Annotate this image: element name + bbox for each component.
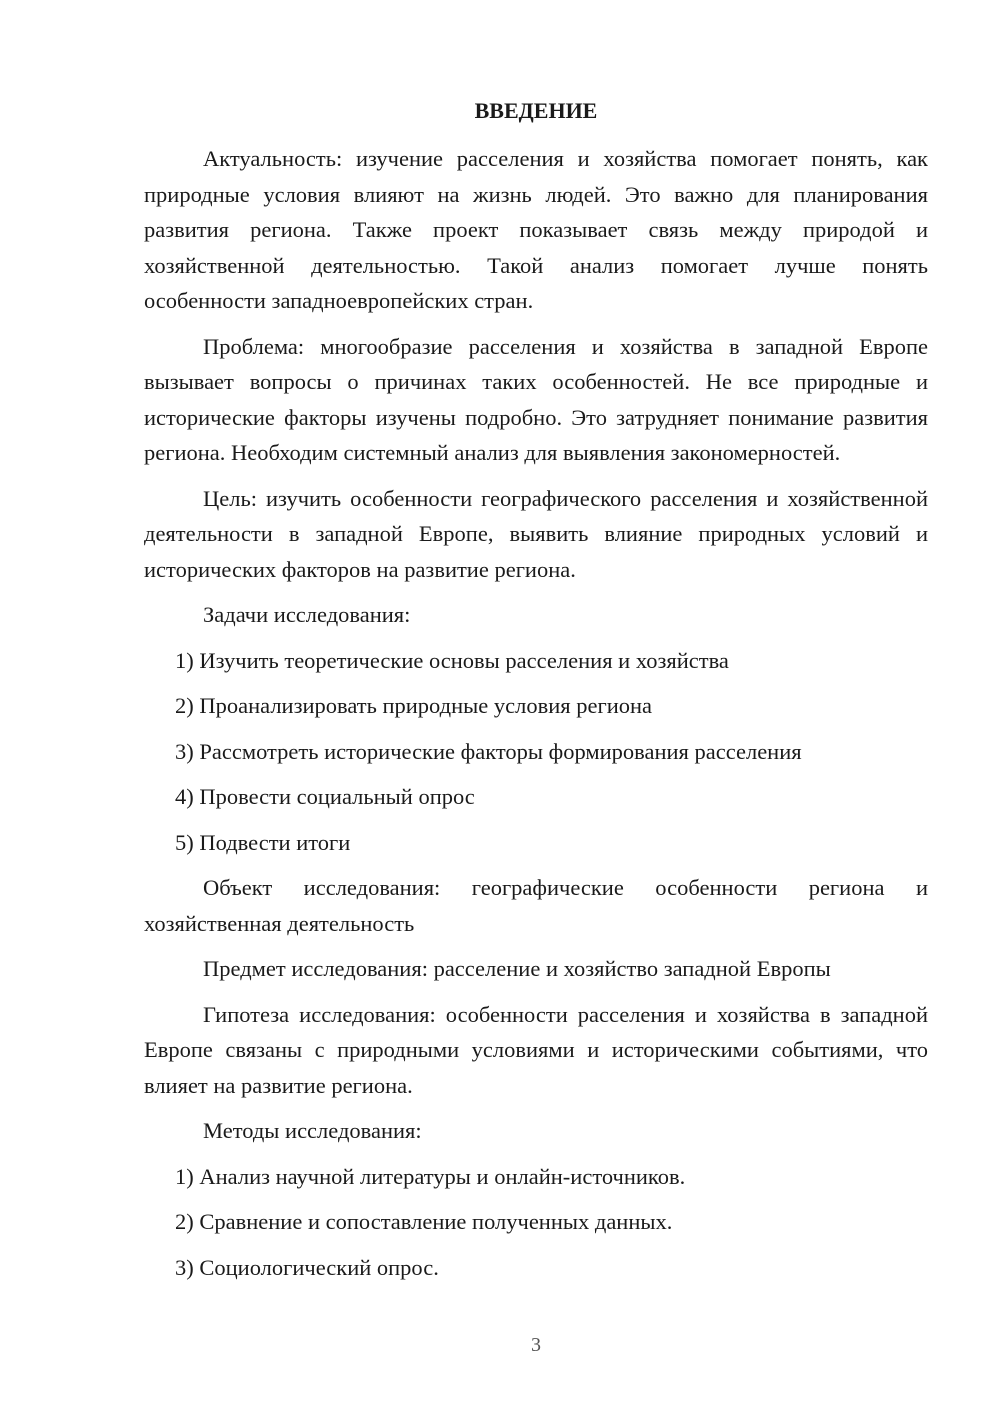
section-title: ВВЕДЕНИЕ	[474, 98, 598, 123]
task-item: 3) Рассмотреть исторические факторы формирования расселения	[175, 738, 802, 764]
relevance-paragraph: Актуальность: изучение расселения и хозяйства помогает понять, как природные условия влияют на жизнь людей. Это важно для планирования развития региона. Также проект показывает связь между природой и хозяйственной деятельностью. Такой анализ помогает лучше понять особенности западноевропейских стран.	[144, 146, 928, 313]
goal-paragraph: Цель: изучить особенности географического расселения и хозяйственной деятельности в западной Европе, выявить влияние природных условий и исторических факторов на развитие региона.	[144, 485, 928, 582]
task-item: 2) Проанализировать природные условия региона	[175, 693, 653, 718]
methods-heading: Методы исследования:	[203, 1118, 422, 1143]
task-item: 1) Изучить теоретические основы расселения и хозяйства	[175, 647, 729, 673]
hypothesis-paragraph: Гипотеза исследования: особенности расселения и хозяйства в западной Европе связаны с природными условиями и историческими событиями, что влияет на развитие региона.	[144, 1001, 928, 1098]
method-item: 3) Социологический опрос.	[175, 1254, 439, 1280]
tasks-heading: Задачи исследования:	[203, 602, 411, 627]
task-item: 5) Подвести итоги	[175, 829, 351, 855]
subject-paragraph: Предмет исследования: расселение и хозяйство западной Европы	[203, 956, 831, 981]
method-item: 1) Анализ научной литературы и онлайн-источников.	[175, 1163, 686, 1189]
task-item: 4) Провести социальный опрос	[175, 784, 475, 809]
method-item: 2) Сравнение и сопоставление полученных данных.	[175, 1209, 673, 1234]
object-paragraph: Объект исследования: географические особенности региона и хозяйственная деятельность	[144, 875, 928, 936]
problem-paragraph: Проблема: многообразие расселения и хозяйства в западной Европе вызывает вопросы о причинах таких особенностей. Не все природные и исторические факторы изучены подробно. Это затрудняет понимание развития региона. Необходим системный анализ для выявления закономерностей.	[144, 333, 928, 465]
page-number: 3	[531, 1334, 541, 1356]
body-text	[144, 141, 928, 1285]
